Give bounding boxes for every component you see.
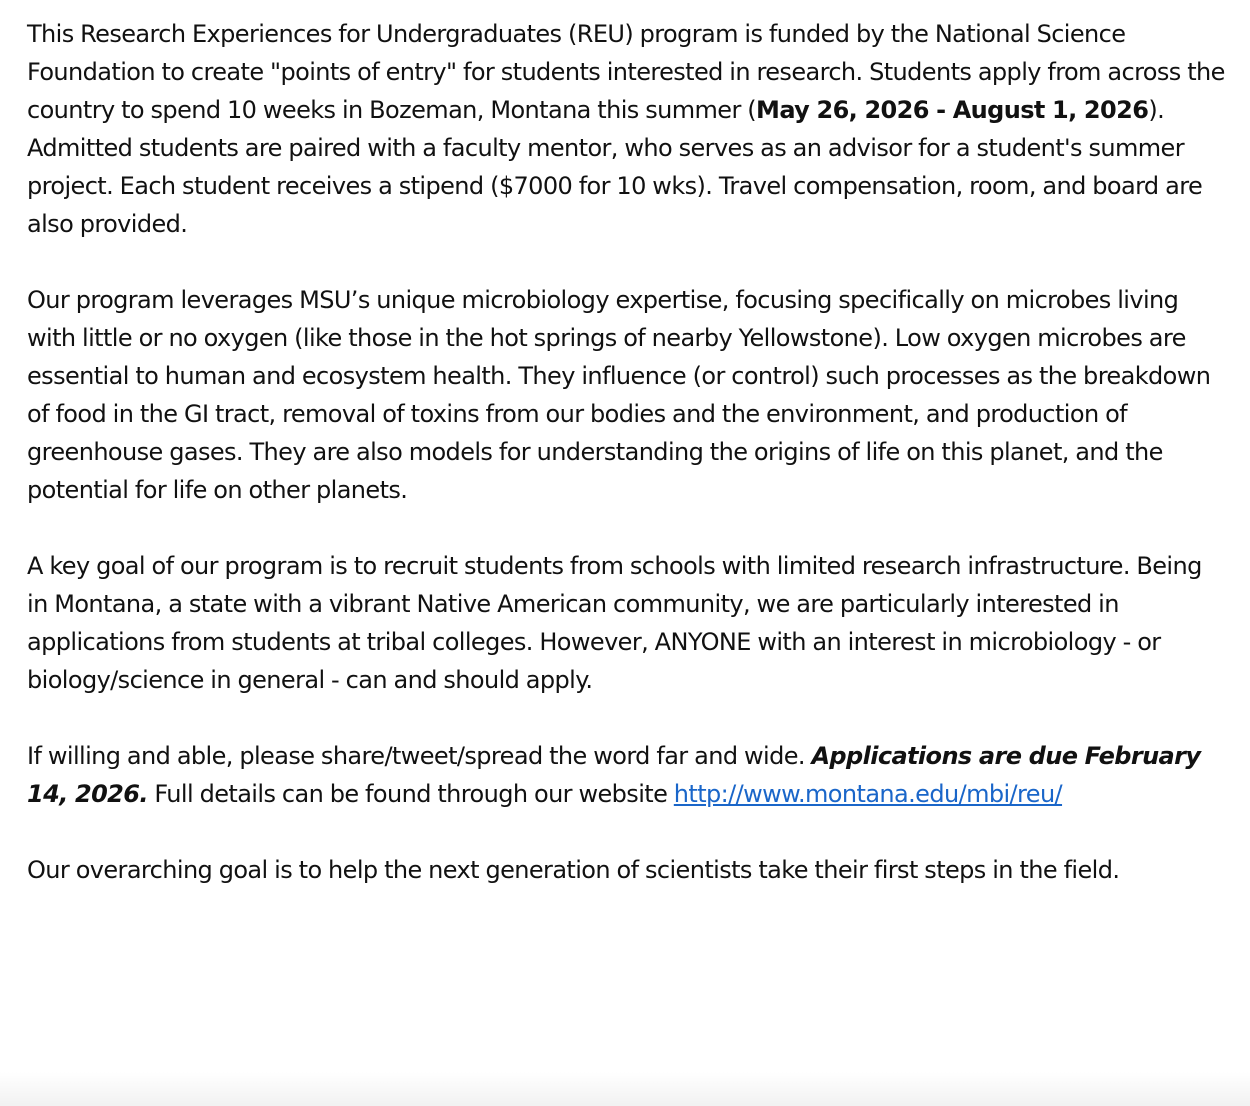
details-text: Full details can be found through our website	[147, 780, 674, 808]
bottom-edge-shadow	[0, 1072, 1250, 1106]
application-deadline: Applications are due February 14, 2026.	[27, 742, 1201, 808]
paragraph-program-overview	[27, 15, 1227, 243]
overview-text-start: This Research Experiences for Undergraduates (REU) program is funded by the National Science Foundation to create "points of entry" for students interested in research. Students apply from across the country to spend 10 weeks in Bozeman, Montana this summer (	[27, 20, 1225, 124]
paragraph-call-to-action	[27, 737, 1227, 813]
program-website-link[interactable]: http://www.montana.edu/mbi/reu/	[673, 780, 1063, 808]
share-text: If willing and able, please share/tweet/spread the word far and wide.	[27, 742, 812, 770]
paragraph-research-focus: Our program leverages MSU’s unique microbiology expertise, focusing specifically on microbes living with little or no oxygen (like those in the hot springs of nearby Yellowstone). Low oxygen microbes are essential to human and ecosystem health. They influence (or control) such processes as the breakdown of food in the GI tract, removal of toxins from our bodies and the environment, and production of greenhouse gases. They are also models for understanding the origins of life on this planet, and the potential for life on other planets.	[27, 286, 1211, 504]
paragraph-overarching-goal: Our overarching goal is to help the next generation of scientists take their first steps in the field.	[27, 856, 1120, 884]
overview-text-end: ). Admitted students are paired with a faculty mentor, who serves as an advisor for a student's summer project. Each student receives a stipend ($7000 for 10 wks). Travel compensation, room, and board are also provided.	[27, 96, 1203, 238]
email-body	[27, 15, 1227, 927]
paragraph-recruitment-goal: A key goal of our program is to recruit students from schools with limited research infrastructure. Being in Montana, a state with a vibrant Native American community, we are particularly interested in applications from students at tribal colleges. However, ANYONE with an interest in microbiology - or biology/science in general - can and should apply.	[27, 552, 1202, 694]
program-dates: May 26, 2026 - August 1, 2026	[756, 96, 1149, 124]
